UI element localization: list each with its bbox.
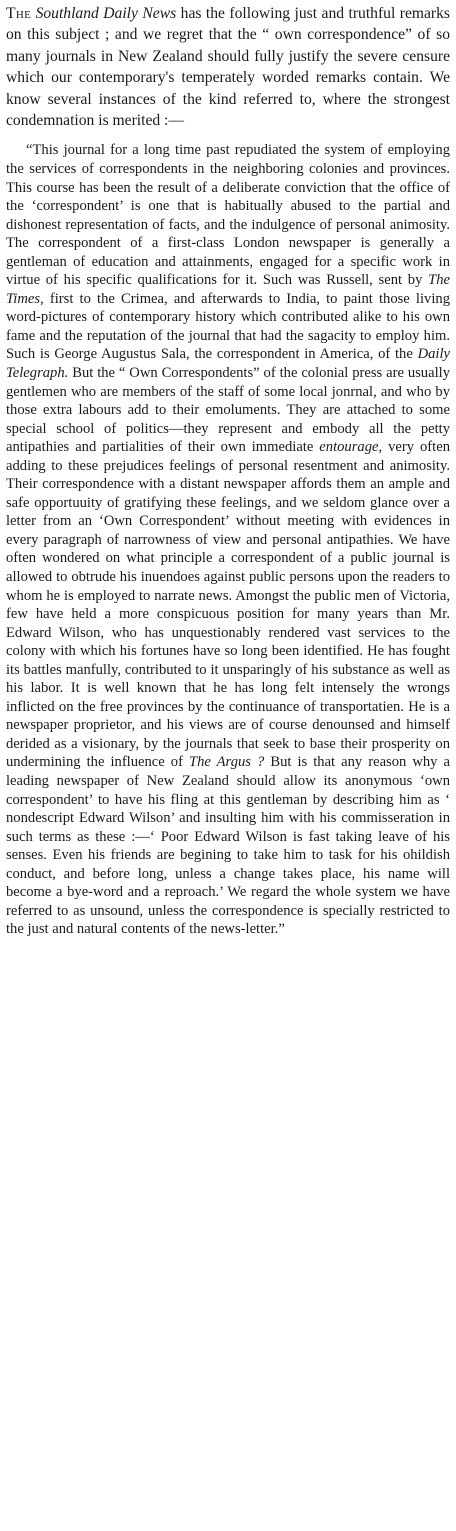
quote-text-4: , very often adding to these prejudices feelings of personal resentment and animosity. Their correspondence with a distant newspaper affords them an ample and safe opportuuity of gratifying these feelings, and we seldom glance over a letter from an ‘Own Correspondent’ without meeting with evidences in every paragraph of narrowness of view and personal antipathies. We have often wondered on what principle a correspondent of a public journal is allowed to obtrude his inuendoes against public persons upon the readers to whom he is employed to narrate news. Amongst the public men of Victoria, few have held a more conspicuous position for many years than Mr. Edward Wilson, who has unquestionably rendered vast services to the colony with which his fortunes have so long been identified. He has fought its battles manfully, contributed to it unsparingly of his substance as well as his labor. It is well known that he has long felt intensely the wrongs inflicted on the free provinces by the continuance of transportatien. He is a newspaper proprietor, and his views are of course denounsed and himself derided as a visionary, by the journals that seek to base their prosperity on undermining the influence of — [6, 439, 450, 771]
quote-italic-entourage: entourage — [319, 439, 379, 456]
lead-word: The — [6, 5, 32, 22]
quote-italic-the-argus: The Argus ? — [188, 754, 265, 771]
quote-text-5: But is that any reason why a leading newspaper of New Zealand should allow its anonymous ‘own correspondent’ to have his fling at this gentleman by describing him as ‘ nondescript Edward Wilson’ and insulting him with his commisseration in such terms as these :—‘ Poor Edward Wilson is fast taking leave of his senses. Even his friends are begining to take him to task for his ohildish conduct, and before long, unless a change takes place, his name will become a bye-word and a reproach.’ We regard the whole system we have referred to as unsound, unless the correspondence is specially restricted to the just and natural contents of the news-letter.” — [6, 754, 450, 938]
intro-text: has the following just and truthful remarks on this subject ; and we regret that the “ own correspondence” of so many journals in New Zealand should fully justify the severe censure which our contemporary's temperately worded remarks contain. We know several instances of the kind referred to, where the strongest condemnation is merited :— — [6, 5, 450, 130]
publication-name: Southland Daily News — [35, 5, 177, 22]
quote-text-3: But the “ Own Correspondents” of the colonial press are usually gentlemen who are members of the staff of some local jonrnal, and who by those extra labours add to their emoluments. They are attached to some special school of politics—they represent and embody all the petty antipathies and partialities of their own immediate — [6, 365, 450, 456]
quote-italic-daily-telegraph: Daily Telegraph. — [6, 346, 450, 381]
quote-italic-the-times: The Times — [6, 272, 450, 307]
intro-paragraph — [6, 3, 450, 131]
quote-text-1: “This journal for a long time past repudiated the system of employing the services of correspondents in the neighboring colonies and provinces. This course has been the result of a deliberate conviction that the office of the ‘correspondent’ is one that is habitually abused to the partial and dishonest representation of facts, and the indulgence of personal animosity. The correspondent of a first-class London newspaper is generally a gentleman of education and attainments, engaged for a specific work in virtue of his specific qualifications for it. Such was Russell, sent by — [6, 142, 450, 289]
quoted-article — [6, 141, 450, 939]
quote-text-2: , first to the Crimea, and afterwards to India, to paint those living word-pictures of contemporary history which contributed alike to his own fame and the reputation of the journal that had the sagacity to employ him. Such is George Augustus Sala, the correspondent in America, of the — [6, 290, 450, 363]
